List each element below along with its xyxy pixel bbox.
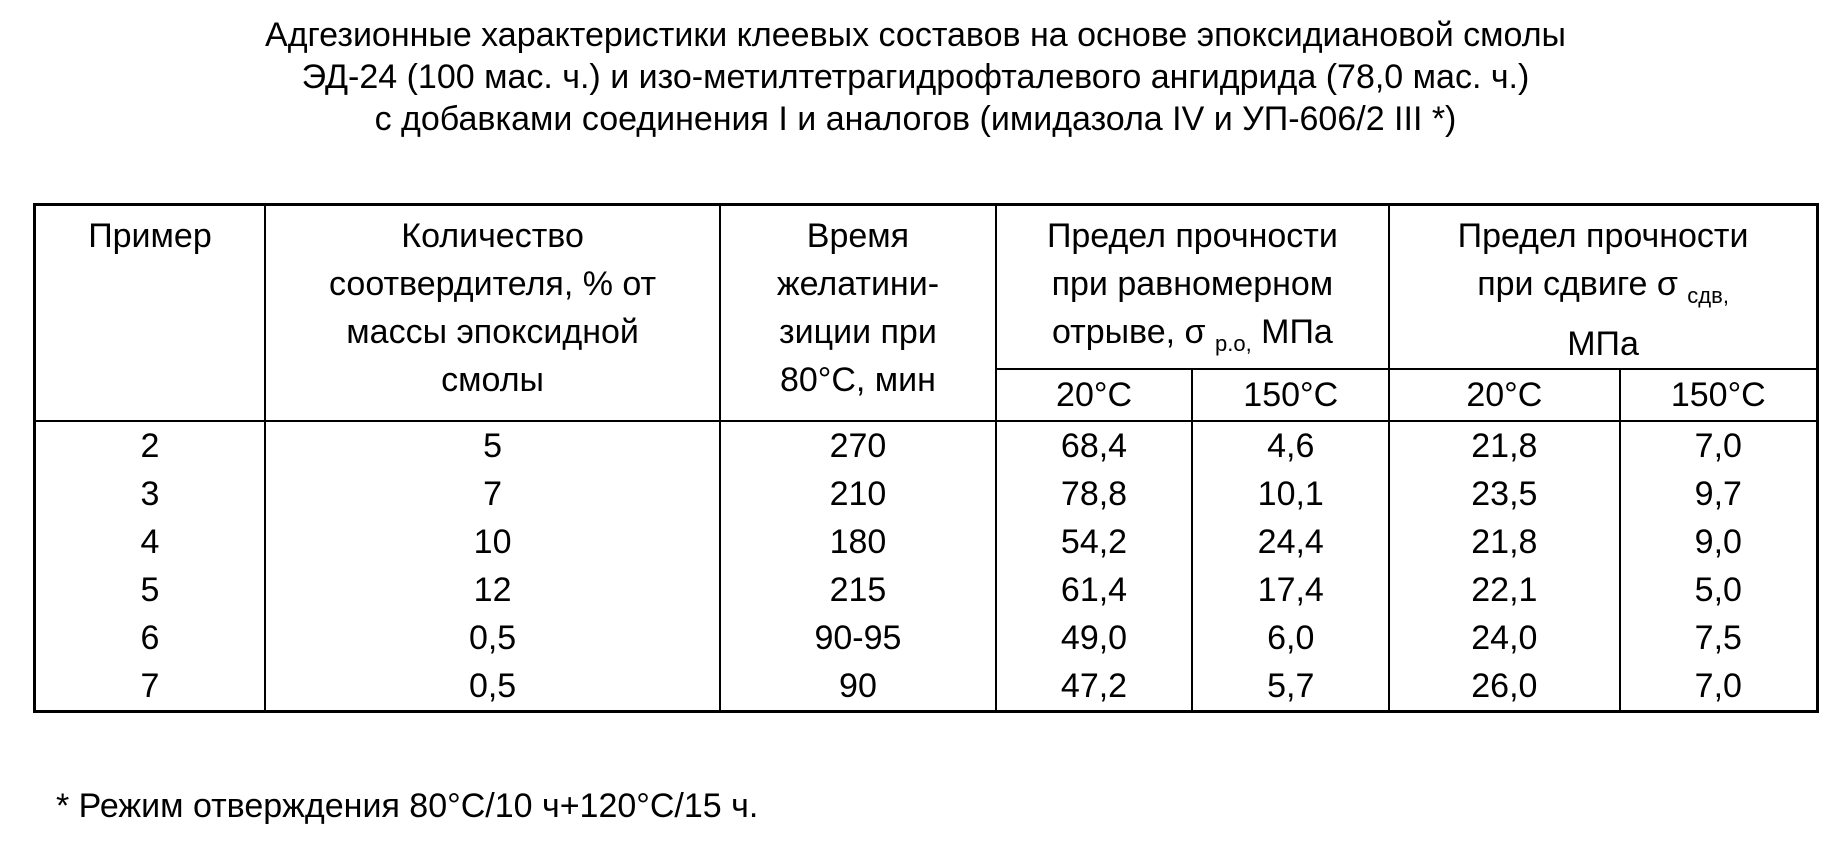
cell-time: 215 (720, 566, 995, 614)
cell-tens150: 17,4 (1192, 566, 1389, 614)
table-row (35, 470, 1818, 518)
table-header-row (35, 205, 1818, 370)
cell-tens150: 10,1 (1192, 470, 1389, 518)
title-line-1: Адгезионные характеристики клеевых составов на основе эпоксидиановой смолы (265, 16, 1566, 54)
cell-example: 6 (35, 614, 265, 662)
cell-example: 3 (35, 470, 265, 518)
cell-example: 5 (35, 566, 265, 614)
cell-shear20: 22,1 (1389, 566, 1619, 614)
footnote: * Режим отверждения 80°C/10 ч+120°C/15 ч. (56, 787, 759, 825)
header-tensile-subscript: р.о, (1214, 331, 1252, 356)
table-row (35, 421, 1818, 470)
cell-shear20: 26,0 (1389, 662, 1619, 712)
cell-time: 90 (720, 662, 995, 712)
header-shear-line-2-text: при сдвиге σ (1477, 265, 1678, 303)
header-amount-line-4: смолы (441, 361, 544, 399)
header-example-label: Пример (88, 217, 212, 255)
header-tensile-unit: МПа (1251, 313, 1333, 351)
header-shear-line-1: Предел прочности (1457, 217, 1749, 255)
cell-tens20: 68,4 (996, 421, 1193, 470)
cell-example: 4 (35, 518, 265, 566)
header-shear-20c: 20°C (1389, 369, 1619, 421)
header-shear-subscript: сдв, (1687, 283, 1729, 308)
header-tensile-line-2: при равномерном (1051, 265, 1334, 303)
cell-tens150: 4,6 (1192, 421, 1389, 470)
header-tensile-line-3-text: отрыве, σ (1051, 313, 1206, 351)
cell-example: 7 (35, 662, 265, 712)
cell-amount: 5 (265, 421, 720, 470)
cell-amount: 0,5 (265, 662, 720, 712)
header-time-line-4: 80°C, мин (779, 361, 936, 399)
header-amount (265, 205, 720, 422)
table-row (35, 566, 1818, 614)
cell-time: 210 (720, 470, 995, 518)
header-amount-line-1: Количество (401, 217, 584, 255)
cell-tens150: 6,0 (1192, 614, 1389, 662)
header-time-line-3: зиции при (779, 313, 937, 351)
cell-time: 180 (720, 518, 995, 566)
header-shear-line-3: МПа (1567, 325, 1639, 363)
table-row (35, 614, 1818, 662)
cell-amount: 12 (265, 566, 720, 614)
table-row (35, 518, 1818, 566)
header-amount-line-2: соотвердителя, % от (329, 265, 657, 303)
cell-example: 2 (35, 421, 265, 470)
header-tensile-line-1: Предел прочности (1046, 217, 1338, 255)
cell-amount: 7 (265, 470, 720, 518)
cell-amount: 10 (265, 518, 720, 566)
cell-shear20: 24,0 (1389, 614, 1619, 662)
header-tensile-20c: 20°C (996, 369, 1193, 421)
header-time-line-1: Время (806, 217, 910, 255)
cell-shear150: 7,0 (1694, 667, 1742, 705)
cell-tens20: 49,0 (996, 614, 1193, 662)
header-shear-line-2 (1390, 260, 1816, 320)
table-body (35, 421, 1818, 712)
header-tensile-150c: 150°C (1192, 369, 1389, 421)
cell-shear20: 21,8 (1389, 421, 1619, 470)
header-time-line-2: желатини- (776, 265, 940, 303)
cell-shear150: 9,7 (1694, 475, 1742, 513)
title-line-2: ЭД-24 (100 мас. ч.) и изо-метилтетрагидрофталевого ангидрида (78,0 мас. ч.) (301, 58, 1530, 96)
cell-tens20: 54,2 (996, 518, 1193, 566)
cell-tens20: 78,8 (996, 470, 1193, 518)
header-tensile-line-3 (997, 308, 1388, 368)
cell-time: 270 (720, 421, 995, 470)
cell-tens150: 5,7 (1192, 662, 1389, 712)
cell-shear20: 23,5 (1389, 470, 1619, 518)
cell-time: 90-95 (720, 614, 995, 662)
cell-shear150: 7,5 (1694, 619, 1742, 657)
table-row (35, 662, 1818, 712)
cell-tens150: 24,4 (1192, 518, 1389, 566)
document-title (0, 14, 1831, 140)
cell-tens20: 47,2 (996, 662, 1193, 712)
cell-shear150: 5,0 (1694, 571, 1742, 609)
header-amount-line-3: массы эпоксидной (346, 313, 639, 351)
cell-tens20: 61,4 (996, 566, 1193, 614)
title-line-3: с добавками соединения I и аналогов (имидазола IV и УП-606/2 III *) (374, 100, 1457, 138)
adhesion-table (33, 203, 1819, 713)
header-example (35, 205, 265, 422)
cell-shear150: 7,0 (1694, 427, 1742, 465)
header-tensile-strength (996, 205, 1389, 370)
cell-shear150: 9,0 (1694, 523, 1742, 561)
cell-shear20: 21,8 (1389, 518, 1619, 566)
header-shear-150c: 150°C (1620, 369, 1818, 421)
header-time (720, 205, 995, 422)
header-shear-strength (1389, 205, 1817, 370)
cell-amount: 0,5 (265, 614, 720, 662)
